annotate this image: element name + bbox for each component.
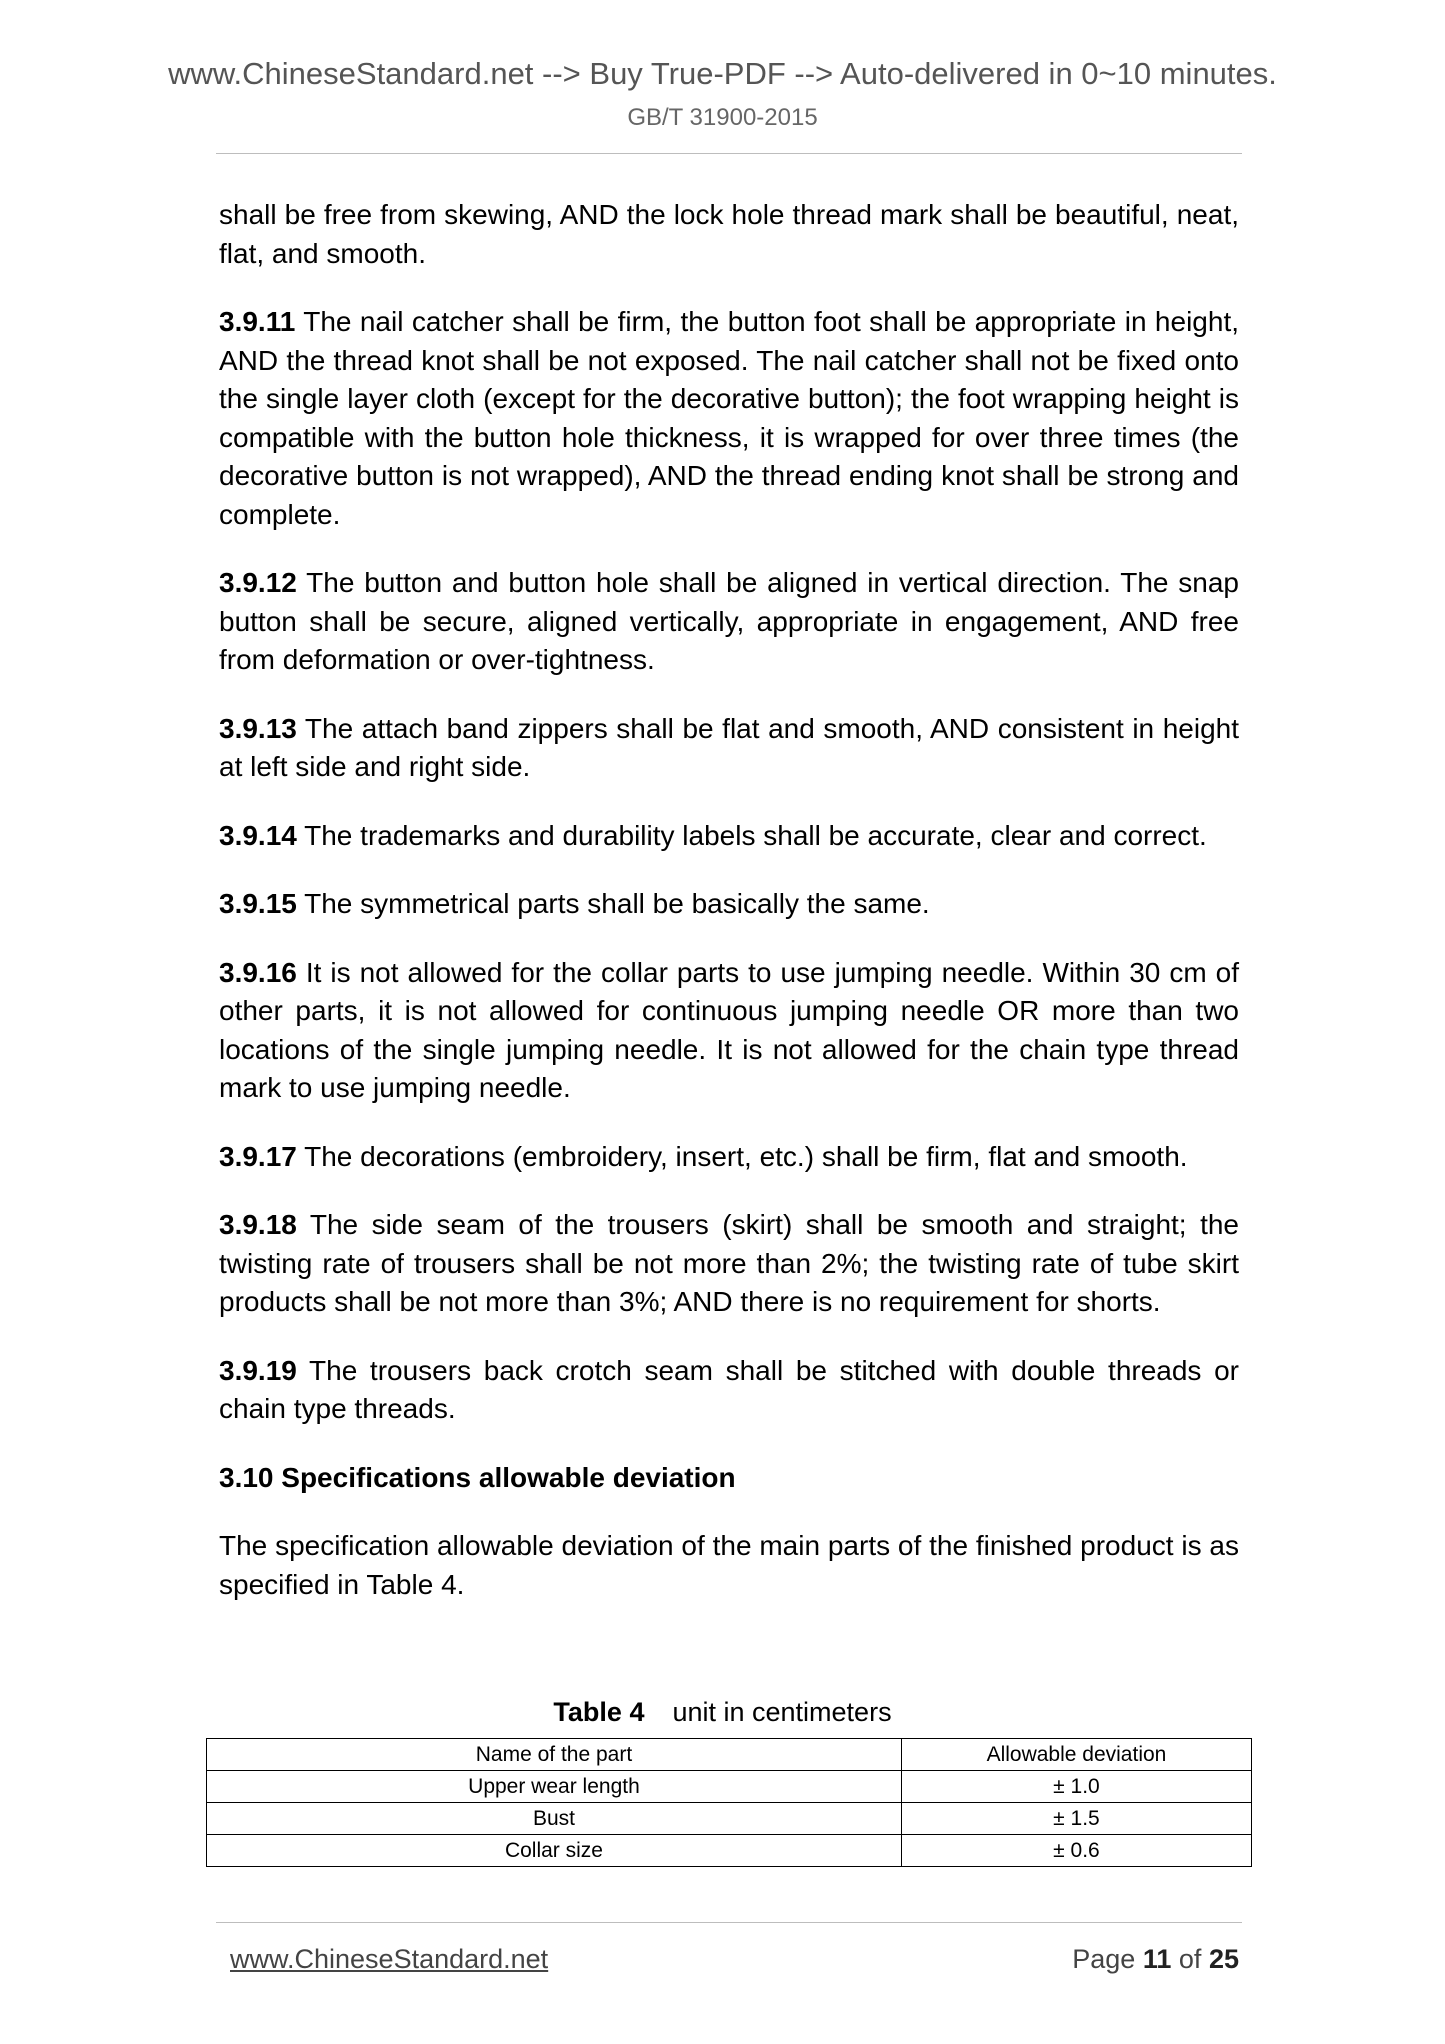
clause-number: 3.9.17 bbox=[219, 1140, 297, 1172]
clause-number: 3.9.18 bbox=[219, 1209, 297, 1240]
clause-3-9-15 bbox=[219, 885, 1239, 924]
clause-3-9-11 bbox=[219, 303, 1239, 534]
clause-text: The trademarks and durability labels shall be accurate, clear and correct. bbox=[296, 819, 1207, 851]
clause-3-9-18 bbox=[219, 1206, 1239, 1322]
footer-divider bbox=[216, 1922, 1242, 1923]
clause-text: The side seam of the trousers (skirt) shall be smooth and straight; the twisting rate of trousers shall be not more than 2%; the twisting rate of tube skirt products shall be not more than 3%; AND there is no requirement for shorts. bbox=[219, 1209, 1239, 1317]
paragraph-continued bbox=[219, 196, 1239, 273]
paragraph-text: shall be free from skewing, AND the lock hole thread mark shall be beautiful, neat, flat, and smooth. bbox=[219, 199, 1239, 269]
clause-number: 3.9.14 bbox=[219, 819, 297, 851]
table-row bbox=[207, 1835, 1252, 1867]
section-heading: 3.10 Specifications allowable deviation bbox=[219, 1461, 736, 1493]
clause-number: 3.9.11 bbox=[219, 306, 296, 337]
table-header-row bbox=[207, 1739, 1252, 1771]
clause-number: 3.9.15 bbox=[219, 888, 297, 919]
table-caption-unit: unit in centimeters bbox=[672, 1697, 892, 1727]
table-cell-part: Bust bbox=[207, 1803, 902, 1835]
clause-3-9-19 bbox=[219, 1352, 1239, 1429]
clause-number: 3.9.13 bbox=[219, 712, 297, 744]
header-divider bbox=[216, 153, 1242, 154]
clause-text: The attach band zippers shall be flat and smooth, AND consistent in height at left side and right side. bbox=[219, 712, 1239, 782]
clause-3-9-17 bbox=[219, 1138, 1239, 1177]
page-total: 25 bbox=[1208, 1944, 1239, 1974]
clause-3-9-13 bbox=[219, 710, 1239, 787]
header-banner: www.ChineseStandard.net --> Buy True-PDF --> Auto-delivered in 0~10 minutes. bbox=[168, 56, 1277, 91]
standard-number: GB/T 31900-2015 bbox=[627, 104, 818, 131]
footer-website-link[interactable]: www.ChineseStandard.net bbox=[230, 1944, 549, 1974]
clause-3-9-12 bbox=[219, 564, 1239, 680]
table-row bbox=[207, 1803, 1252, 1835]
clause-text: The symmetrical parts shall be basically the same. bbox=[296, 888, 930, 919]
table-cell-deviation: ± 1.5 bbox=[901, 1803, 1251, 1835]
clause-3-9-16 bbox=[219, 954, 1239, 1108]
table-caption bbox=[0, 1697, 1445, 1728]
page-label: Page bbox=[1072, 1944, 1136, 1974]
clause-number: 3.9.19 bbox=[219, 1354, 297, 1386]
table-cell-deviation: ± 0.6 bbox=[901, 1835, 1251, 1867]
clause-3-9-14 bbox=[219, 817, 1239, 856]
table-cell-part: Collar size bbox=[207, 1835, 902, 1867]
page-indicator bbox=[1072, 1944, 1239, 1975]
section-intro: The specification allowable deviation of the main parts of the finished product is as specified in Table 4. bbox=[219, 1530, 1239, 1600]
clause-text: The nail catcher shall be firm, the button foot shall be appropriate in height, AND the thread knot shall be not exposed. The nail catcher shall not be fixed onto the single layer cloth (except for the decorative button); the foot wrapping height is compatible with the button hole thickness, it is wrapped for over three times (the decorative button is not wrapped), AND the thread ending knot shall be strong and complete. bbox=[219, 306, 1239, 530]
page-of: of bbox=[1178, 1944, 1202, 1974]
clause-text: The button and button hole shall be aligned in vertical direction. The snap button shall be secure, aligned vertically, appropriate in engagement, AND free from deformation or over-tightness. bbox=[219, 567, 1239, 675]
clause-number: 3.9.12 bbox=[219, 567, 297, 598]
table-cell-deviation: ± 1.0 bbox=[901, 1771, 1251, 1803]
column-header-part: Name of the part bbox=[207, 1739, 902, 1771]
table-row bbox=[207, 1771, 1252, 1803]
document-body bbox=[219, 196, 1239, 1634]
page-current: 11 bbox=[1142, 1944, 1172, 1974]
clause-number: 3.9.16 bbox=[219, 956, 297, 988]
column-header-deviation: Allowable deviation bbox=[901, 1739, 1251, 1771]
clause-text: It is not allowed for the collar parts to use jumping needle. Within 30 cm of other parts, it is not allowed for continuous jumping needle OR more than two locations of the single jumping needle. It is not allowed for the chain type thread mark to use jumping needle. bbox=[219, 956, 1239, 1103]
clause-text: The decorations (embroidery, insert, etc.) shall be firm, flat and smooth. bbox=[296, 1140, 1188, 1172]
clause-text: The trousers back crotch seam shall be stitched with double threads or chain type threads. bbox=[219, 1354, 1239, 1424]
deviation-table bbox=[206, 1738, 1252, 1867]
table-caption-label: Table 4 bbox=[553, 1697, 645, 1727]
table-cell-part: Upper wear length bbox=[207, 1771, 902, 1803]
